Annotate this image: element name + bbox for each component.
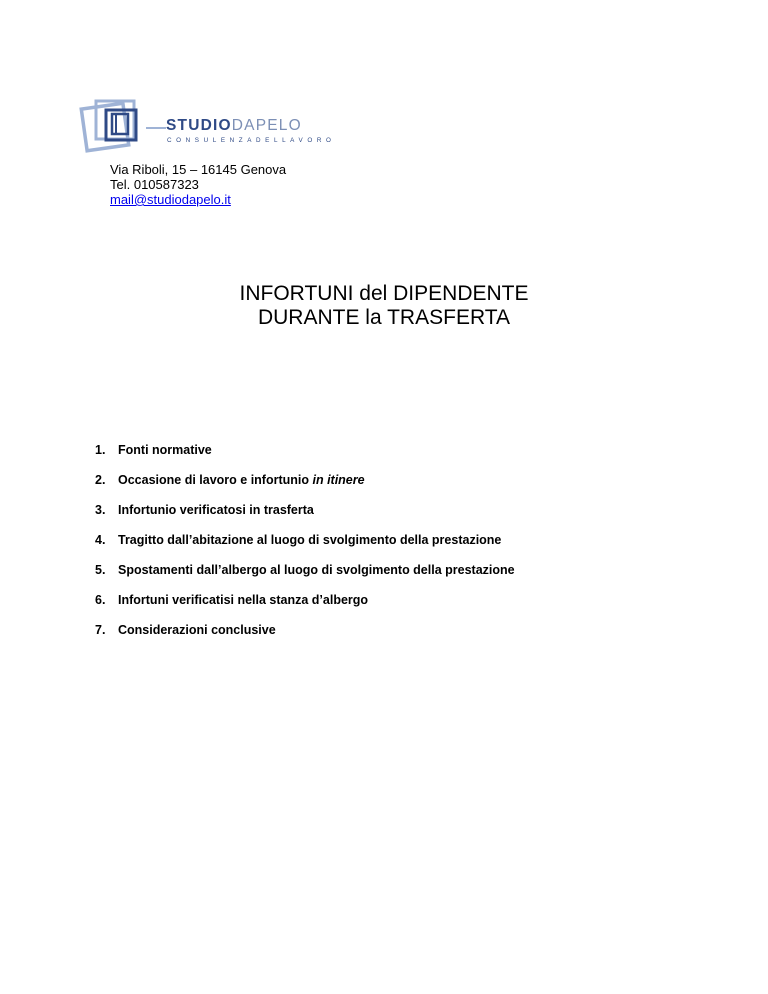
- toc-item: [95, 622, 515, 652]
- logo-squares-icon: [76, 98, 168, 160]
- toc-item-number: 1.: [95, 443, 106, 457]
- toc-item-number: 5.: [95, 563, 106, 577]
- logo-word-bold: STUDIO: [166, 117, 232, 134]
- table-of-contents: [95, 442, 515, 652]
- toc-item: [95, 472, 515, 502]
- toc-item: [95, 502, 515, 532]
- toc-item-number: 7.: [95, 623, 106, 637]
- toc-item-number: 3.: [95, 503, 106, 517]
- logo-subtitle: CONSULENZADELLAVORO: [167, 137, 336, 144]
- title-line-1: INFORTUNI del DIPENDENTE: [239, 282, 529, 305]
- toc-item-number: 4.: [95, 533, 106, 547]
- toc-item-text: Spostamenti dall’albergo al luogo di svolgimento della prestazione: [118, 563, 515, 577]
- toc-item-text: Fonti normative: [118, 443, 212, 457]
- studio-dapelo-logo: [76, 98, 346, 160]
- toc-item-text: Infortuni verificatisi nella stanza d’albergo: [118, 593, 369, 607]
- title-line-2: DURANTE la TRASFERTA: [257, 306, 511, 329]
- toc-item-text: Infortunio verificatosi in trasferta: [118, 503, 314, 517]
- toc-item-emphasis: in itinere: [312, 473, 365, 487]
- toc-item-text: Tragitto dall’abitazione al luogo di svolgimento della prestazione: [118, 533, 502, 547]
- toc-item-number: 2.: [95, 473, 106, 487]
- toc-item: [95, 562, 515, 592]
- toc-item-number: 6.: [95, 593, 106, 607]
- toc-item-text: Occasione di lavoro e infortunio: [118, 473, 313, 487]
- address-line: Via Riboli, 15 – 16145 Genova: [110, 162, 287, 177]
- logo-wordmark: [166, 118, 302, 134]
- toc-item: [95, 442, 515, 472]
- contact-block: [110, 162, 286, 207]
- toc-item: [95, 592, 515, 622]
- toc-item: [95, 532, 515, 562]
- document-title: [0, 282, 768, 330]
- phone-line: Tel. 010587323: [110, 177, 199, 192]
- email-link[interactable]: mail@studiodapelo.it: [110, 192, 231, 207]
- toc-item-text: Considerazioni conclusive: [118, 623, 276, 637]
- logo-word-light: DAPELO: [231, 117, 302, 134]
